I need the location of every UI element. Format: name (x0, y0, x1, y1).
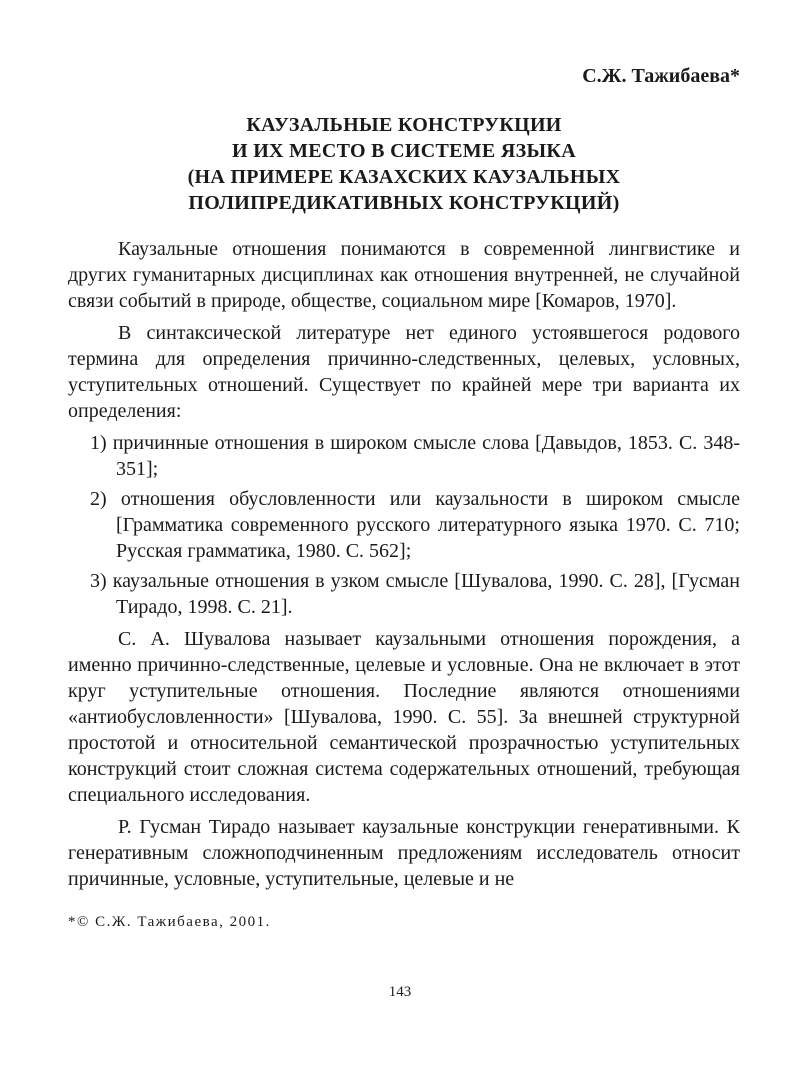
title-line: И ИХ МЕСТО В СИСТЕМЕ ЯЗЫКА (232, 140, 576, 162)
page-body (68, 62, 740, 898)
paragraph: Каузальные отношения понимаются в современной лингвистике и других гуманитарных дисциплинах как отношения внутренней, не случайной связи событий в природе, обществе, социальном мире [Комаров, 1970]. (68, 238, 740, 312)
paragraph: Р. Гусман Тирадо называет каузальные конструкции генеративными. К генеративным сложноподчиненным предложениям исследователь относит причинные, условные, уступительные, целевые и не (68, 816, 740, 890)
author-name: С.Ж. Тажибаева* (582, 65, 740, 87)
list-item: 2) отношения обусловленности или каузальности в широком смысле [Грамматика современного русского литературного языка 1970. С. 710; Русская грамматика, 1980. С. 562]; (90, 488, 740, 562)
title-line: (НА ПРИМЕРЕ КАЗАХСКИХ КАУЗАЛЬНЫХ (187, 166, 621, 188)
paragraph: С. А. Шувалова называет каузальными отношения порождения, а именно причинно-следственные, целевые и условные. Она не включает в этот круг уступительные отношения. Последние являются отношениями «антиобусловленности» [Шувалова, 1990. С. 55]. За внешней структурной простотой и относительной семантической прозрачностью уступительных конструкций стоит сложная система содержательных отношений, требующая специального исследования. (68, 628, 740, 806)
list-item: 3) каузальные отношения в узком смысле [Шувалова, 1990. С. 28], [Гусман Тирадо, 1998. С. 21]. (90, 570, 740, 618)
paragraph: В синтаксической литературе нет единого устоявшегося родового термина для определения причинно-следственных, целевых, условных, уступительных отношений. Существует по крайней мере три варианта их определения: (68, 322, 740, 422)
article-title (68, 112, 740, 216)
title-line: КАУЗАЛЬНЫЕ КОНСТРУКЦИИ (246, 114, 562, 136)
title-line: ПОЛИПРЕДИКАТИВНЫХ КОНСТРУКЦИЙ) (188, 192, 620, 214)
list-item: 1) причинные отношения в широком смысле слова [Давыдов, 1853. С. 348-351]; (90, 432, 740, 480)
definitions-list (68, 430, 740, 620)
footnote: *© С.Ж. Тажибаева, 2001. (68, 914, 271, 930)
page-number: 143 (388, 984, 412, 1000)
